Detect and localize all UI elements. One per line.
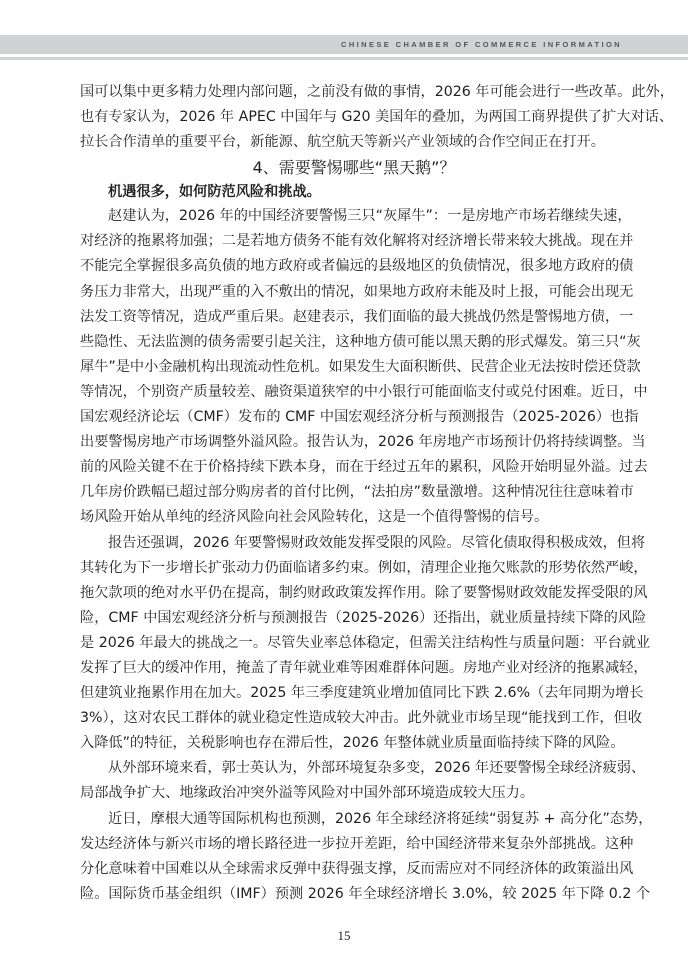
text-line: 拖欠款项的绝对水平仍在提高，制约财政政策发挥作用。除了要警惕财政效能发挥受限的风 xyxy=(80,584,648,601)
text-line: 对经济的拖累将加强；二是若地方债务不能有效化解将对经济增长带来较大挑战。现在并 xyxy=(80,233,634,250)
text-line: 发达经济体与新兴市场的增长路径进一步拉开差距，给中国经济带来复杂外部挑战。这种 xyxy=(80,835,634,852)
text-line: 入降低”的特征，关税影响也存在滞后性，2026 年整体就业质量面临持续下降的风险。 xyxy=(80,735,625,752)
text-line: 也有专家认为，2026 年 APEC 中国年与 G20 美国年的叠加，为两国工商界提供了扩大对话、 xyxy=(80,109,674,126)
sub-title: 机遇很多，如何防范风险和挑战。 xyxy=(108,184,321,201)
header-divider xyxy=(0,57,688,60)
paragraph-intro xyxy=(80,80,674,155)
paragraph-report xyxy=(80,531,651,757)
text-line: 法发工资等情况，造成严重后果。赵建表示，我们面临的最大挑战仍然是警惕地方债，一 xyxy=(80,308,634,325)
text-line: 些隐性、无法监测的债务需要引起关注，这种地方债可能以黑天鹅的形式爆发。第三只“灰 xyxy=(80,333,641,350)
text-line: 拉长合作清单的重要平台，新能源、航空航天等新兴产业领域的合作空间正在打开。 xyxy=(80,134,605,151)
text-line: 国宏观经济论坛（CMF）发布的 CMF 中国宏观经济分析与预测报告（2025-2026）也指 xyxy=(80,409,639,426)
text-line: 但建筑业拖累作用在加大。2025 年三季度建筑业增加值同比下跌 2.6%（去年同期为增长 xyxy=(80,685,644,702)
text-line: 出要警惕房地产市场调整外溢风险。报告认为，2026 年房地产市场预计仍将持续调整。当 xyxy=(80,434,646,451)
text-line: 不能完全掌握很多高负债的地方政府或者偏远的县级地区的负债情况，很多地方政府的债 xyxy=(80,258,634,275)
header-band xyxy=(0,35,688,54)
text-line: 报告还强调，2026 年要警惕财政效能发挥受限的风险。尽管化债取得积极成效，但将 xyxy=(108,534,646,551)
text-line: 局部战争扩大、地缘政治冲突外溢等风险对中国外部环境造成较大压力。 xyxy=(80,785,535,802)
text-line: 险，CMF 中国宏观经济分析与预测报告（2025-2026）还指出，就业质量持续下降的风险 xyxy=(80,609,647,626)
text-line: 等情况，个别资产质量较差、融资渠道狭窄的中小银行可能面临支付或兑付困难。近日，中 xyxy=(80,383,648,400)
text-line: 前的风险关键不在于价格持续下跌本身，而在于经过五年的累积，风险开始明显外溢。过去 xyxy=(80,459,648,476)
text-line: 务压力非常大，出现严重的入不敷出的情况，如果地方政府未能及时上报，可能会出现无 xyxy=(80,283,634,300)
paragraph-global xyxy=(80,807,653,907)
text-line: 险。国际货币基金组织（IMF）预测 2026 年全球经济增长 3.0%，较 2025 年下降 0.2 个 xyxy=(80,885,651,902)
text-line: 犀牛”是中小金融机构出现流动性危机。如果发生大面积断供、民营企业无法按时偿还贷款 xyxy=(80,358,641,375)
text-line: 从外部环境来看，郭士英认为，外部环境复杂多变，2026 年还要警惕全球经济疲弱、 xyxy=(108,760,646,777)
text-line: 3%），这对农民工群体的就业稳定性造成较大冲击。此外就业市场呈现“能找到工作，但收 xyxy=(80,710,642,727)
page-number: 15 xyxy=(337,928,351,943)
text-line: 近日，摩根大通等国际机构也预测，2026 年全球经济将延续“弱复苏 + 高分化”态势， xyxy=(108,810,653,827)
text-line: 几年房价跌幅已超过部分购房者的首付比例，“法拍房”数量激增。这种情况往往意味着市 xyxy=(80,484,634,501)
text-line: 国可以集中更多精力处理内部问题，之前没有做的事情，2026 年可能会进行一些改革。此外， xyxy=(80,84,674,100)
text-line: 分化意味着中国难以从全球需求反弹中获得强支撑，反而需应对不同经济体的政策溢出风 xyxy=(80,860,634,877)
section-title: 4、需要警惕哪些“黑天鹅”？ xyxy=(252,158,456,178)
text-line: 赵建认为，2026 年的中国经济要警惕三只“灰犀牛”：一是房地产市场若继续失速， xyxy=(108,208,632,225)
paragraph-external xyxy=(80,756,646,806)
publication-name: CHINESE CHAMBER OF COMMERCE INFORMATION xyxy=(341,40,622,49)
text-line: 是 2026 年最大的挑战之一。尽管失业率总体稳定，但需关注结构性与质量问题：平台就业 xyxy=(80,634,651,651)
text-line: 发挥了巨大的缓冲作用，掩盖了青年就业难等困难群体问题。房地产业对经济的拖累减轻， xyxy=(80,659,648,676)
text-line: 其转化为下一步增长扩张动力仍面临诸多约束。例如，清理企业拖欠账款的形势依然严峻， xyxy=(80,559,648,576)
paragraph-zhao xyxy=(80,204,648,530)
article-body xyxy=(80,80,674,907)
text-line: 场风险开始从单纯的经济风险向社会风险转化，这是一个值得警惕的信号。 xyxy=(80,509,549,526)
